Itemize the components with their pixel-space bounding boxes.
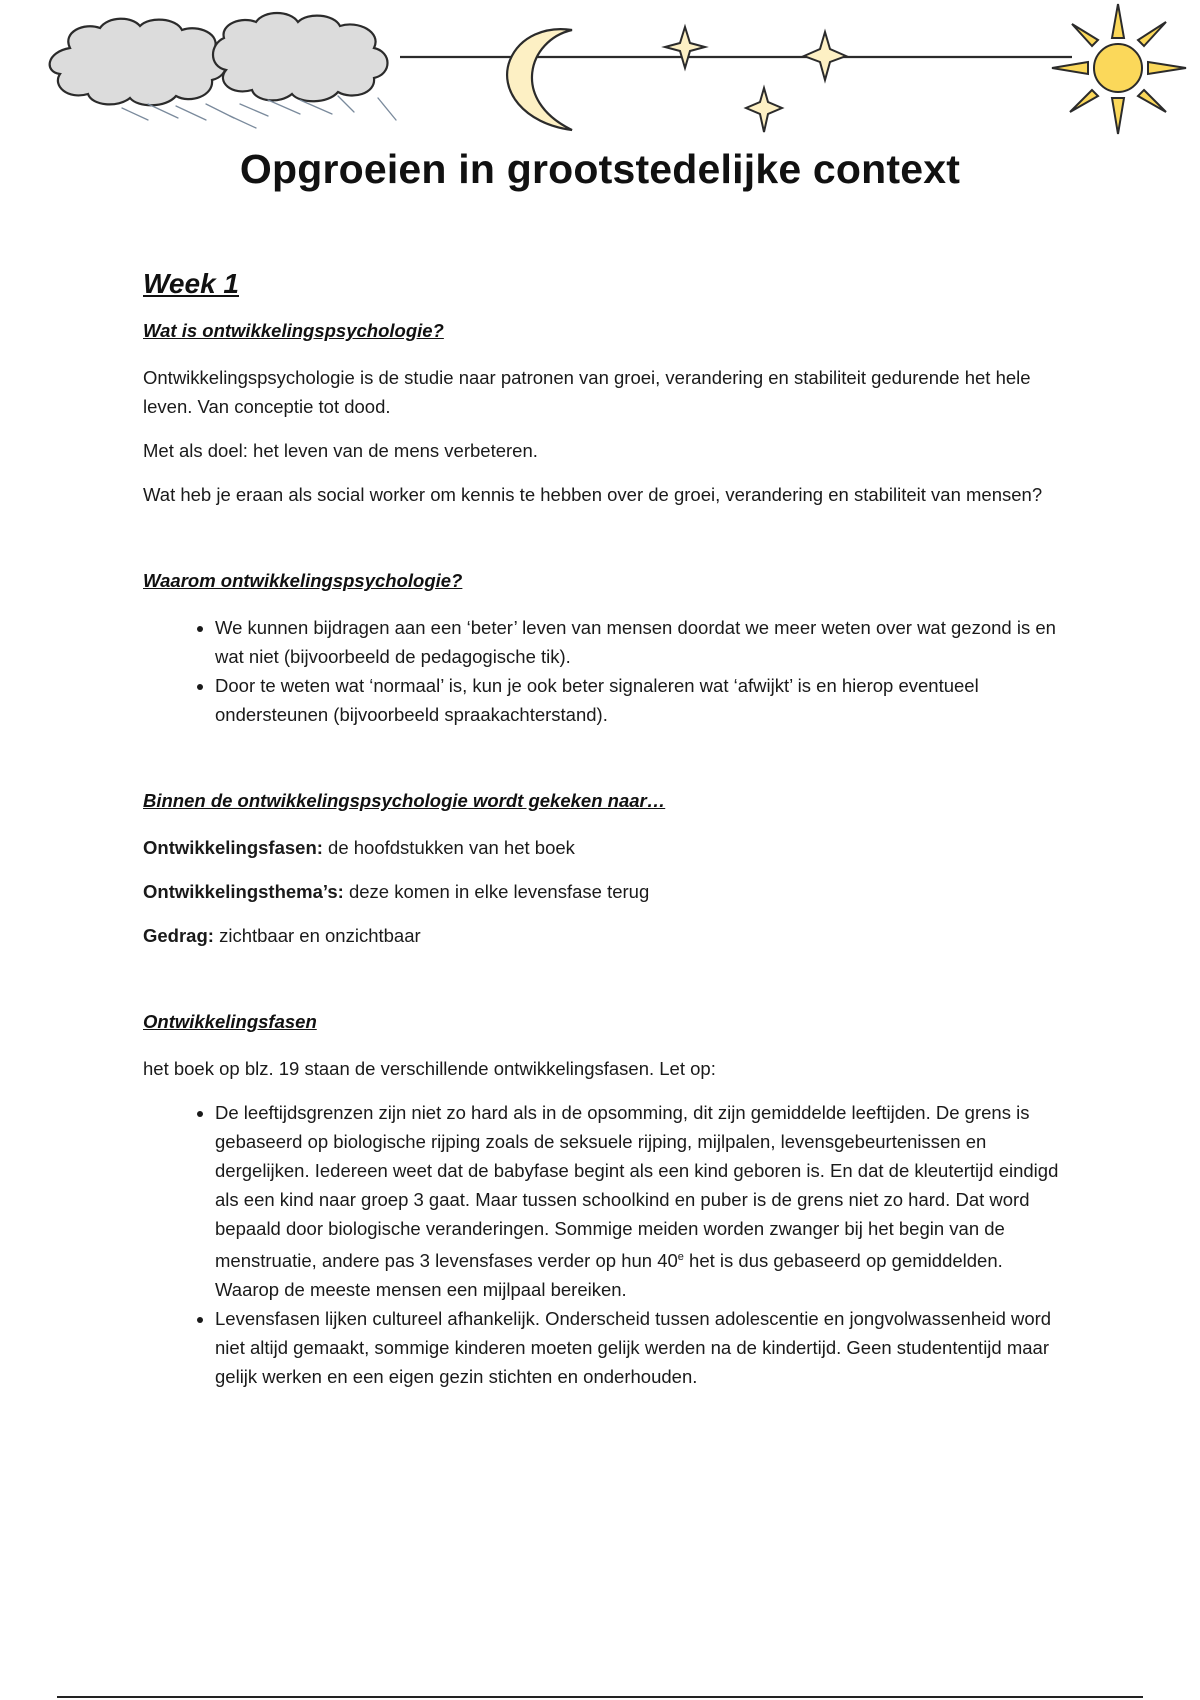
list-item — [215, 1098, 1063, 1304]
list-item: • Levensfasen lijken cultureel afhankelijk. Onderscheid tussen adolescentie en jongvolwassenheid word niet altijd gemaakt, sommige kinderen moeten gelijk werden na de kindertijd. Geen studententijd maar gelijk werken en een eigen gezin stichten en onderhouden. — [215, 1304, 1063, 1391]
star-icon — [746, 88, 782, 132]
moon-icon — [507, 29, 572, 130]
definition-term: Gedrag: — [143, 925, 214, 946]
bullet-list — [143, 613, 1063, 729]
cloud-icon — [213, 13, 388, 101]
paragraph: Ontwikkelingspsychologie is de studie naar patronen van groei, verandering en stabiliteit gedurende het hele leven. Van conceptie tot dood. — [143, 367, 1031, 417]
list-item-text: het is dus gebaseerd op gemiddelden. Waarop de meeste mensen een mijlpaal bereiken. — [215, 1250, 1003, 1301]
week-heading: Week 1 — [143, 268, 239, 299]
definition-text: zichtbaar en onzichtbaar — [213, 925, 421, 946]
definition-text: deze komen in elke levensfase terug — [343, 881, 650, 902]
section-heading: Wat is ontwikkelingspsychologie? — [143, 320, 444, 341]
list-item-text: De leeftijdsgrenzen zijn niet zo hard als in de opsomming, dit zijn gemiddelde leeftijden. De grens is gebaseerd op biologische rijping zoals de seksuele rijping, mijlpalen, levensgebeurtenissen en dergelijken. Iedereen weet dat de babyfase begint als een kind geboren is. En dat de kleutertijd eindigd als een kind naar groep 3 gaat. Maar tussen schoolkind en puber is de grens niet zo hard. Dat word bepaald door biologische veranderingen. Sommige meiden worden zwanger bij het begin van de menstruatie, andere pas 3 levensfases verder op hun 40 — [215, 1102, 1059, 1272]
definition — [143, 921, 1063, 950]
paragraph: Met als doel: het leven van de mens verbeteren. — [143, 440, 538, 461]
star-icon — [665, 27, 705, 68]
section-heading: Ontwikkelingsfasen — [143, 1011, 317, 1032]
section-heading: Binnen de ontwikkelingspsychologie wordt gekeken naar… — [143, 790, 666, 811]
definition — [143, 833, 1063, 862]
header-illustration — [0, 0, 1200, 145]
definition-term: Ontwikkelingsthema’s: — [143, 881, 344, 902]
section-heading: Waarom ontwikkelingspsychologie? — [143, 570, 463, 591]
definition-text: de hoofdstukken van het boek — [322, 837, 575, 858]
sun-icon — [1052, 4, 1186, 134]
page-title: Opgroeien in grootstedelijke context — [239, 146, 961, 192]
cloud-icon — [50, 19, 227, 106]
list-item: • We kunnen bijdragen aan een ‘beter’ leven van mensen doordat we meer weten over wat gezond is en wat niet (bijvoorbeeld de pedagogische tik). — [215, 613, 1063, 671]
paragraph: het boek op blz. 19 staan de verschillende ontwikkelingsfasen. Let op: — [143, 1058, 716, 1079]
list-item: • Door te weten wat ‘normaal’ is, kun je ook beter signaleren wat ‘afwijkt’ is en hierop eventueel ondersteunen (bijvoorbeeld spraakachterstand). — [215, 671, 1063, 729]
definition — [143, 877, 1063, 906]
footer-rule — [57, 1696, 1143, 1698]
definition-term: Ontwikkelingsfasen: — [143, 837, 323, 858]
bullet-list — [143, 1098, 1063, 1391]
document-body — [143, 268, 1063, 1406]
star-icon — [804, 32, 846, 80]
paragraph: Wat heb je eraan als social worker om kennis te hebben over de groei, verandering en stabiliteit van mensen? — [143, 484, 1043, 505]
ordinal-suffix: e — [677, 1251, 684, 1263]
